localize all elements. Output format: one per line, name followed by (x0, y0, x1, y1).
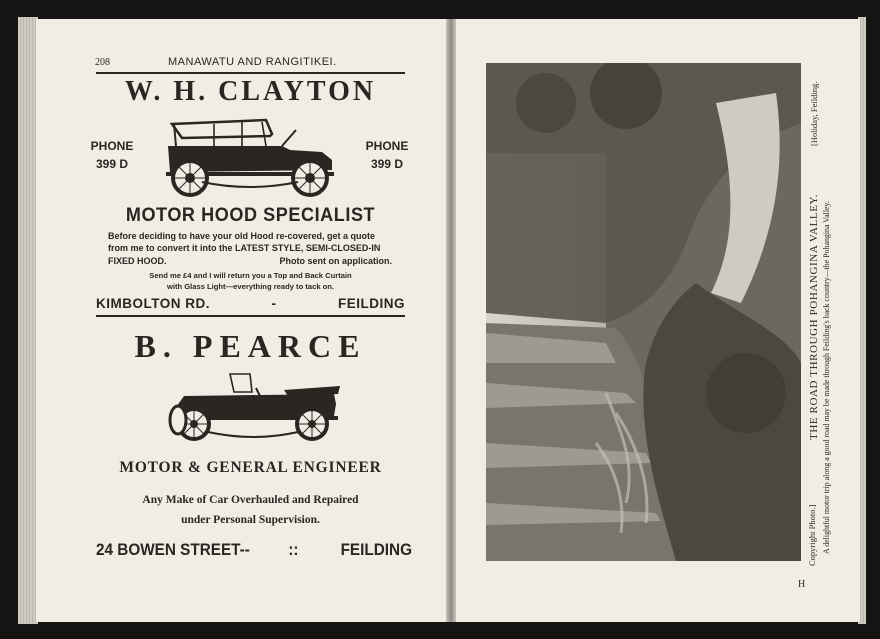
phone-number: 399 D (95, 157, 129, 171)
ad1-phone-left (90, 137, 134, 173)
phone-number: 399 D (370, 157, 404, 171)
ad1-business-name: W. H. CLAYTON (124, 76, 377, 107)
pohangina-valley-photograph (486, 63, 801, 561)
ad2-town: FEILDING (340, 540, 412, 559)
ad2-street: 24 BOWEN STREET-- (96, 540, 250, 559)
ad1-offer-line1: Send me £4 and I will return you a Top and Back Curtain (149, 271, 352, 280)
photo-copyright-caption: Copyright Photo.] (807, 504, 817, 566)
ad1-offer-text (96, 270, 405, 292)
open-touring-car-illustration (164, 370, 344, 450)
running-header: MANAWATU AND RANGITIKEI. (168, 56, 337, 68)
ad1-phone-right (365, 137, 409, 173)
ad1-photo-note: Photo sent on application. (279, 255, 392, 266)
touring-car-hood-illustration (162, 112, 338, 200)
ad2-body-text (96, 490, 405, 530)
photo-scene (486, 63, 801, 561)
book-gutter (446, 19, 456, 622)
ad1-fixed-hood: FIXED HOOD. (108, 255, 167, 266)
page-number: 208 (95, 57, 110, 68)
ad2-body-line1: Any Make of Car Overhauled and Repaired (142, 494, 359, 506)
ad2-body-line2: under Personal Supervision. (181, 514, 320, 526)
ad1-body-line2: from me to convert it into the LATEST STYLE, SEMI-CLOSED-IN (108, 243, 381, 254)
ad1-headline: MOTOR HOOD SPECIALIST (125, 205, 376, 226)
ad1-street: KIMBOLTON RD. (96, 296, 210, 311)
ad1-address-separator: - (271, 296, 277, 311)
signature-mark: H (798, 579, 806, 590)
photo-description-caption: A delightful motor trip along a good road may be made through Feilding's back country—the Pohangina Valley. (822, 201, 831, 554)
ad2-headline: MOTOR & GENERAL ENGINEER (119, 459, 382, 476)
photo-title-caption: THE ROAD THROUGH POHANGINA VALLEY. (808, 193, 820, 440)
ad-divider-rule (96, 315, 405, 317)
ad1-offer-line2: with Glass Light—everything ready to tack on. (166, 282, 335, 291)
phone-label: PHONE (365, 139, 409, 153)
left-page (36, 19, 450, 622)
ad1-body-text (108, 230, 408, 267)
ad1-address (96, 296, 405, 311)
left-page-edges (18, 17, 38, 624)
ad1-body-line1: Before deciding to have your old Hood re-covered, get a quote (108, 231, 376, 241)
phone-label: PHONE (90, 139, 134, 153)
ad2-business-name: B. PEARCE (134, 328, 367, 364)
ad1-town: FEILDING (338, 296, 405, 311)
header-rule (96, 72, 405, 74)
ad2-address-separator: :: (288, 540, 299, 559)
ad1-body-line3 (108, 255, 392, 267)
photo-credit-caption: [Holiday, Feilding. (809, 81, 819, 146)
ad2-address (96, 540, 412, 560)
